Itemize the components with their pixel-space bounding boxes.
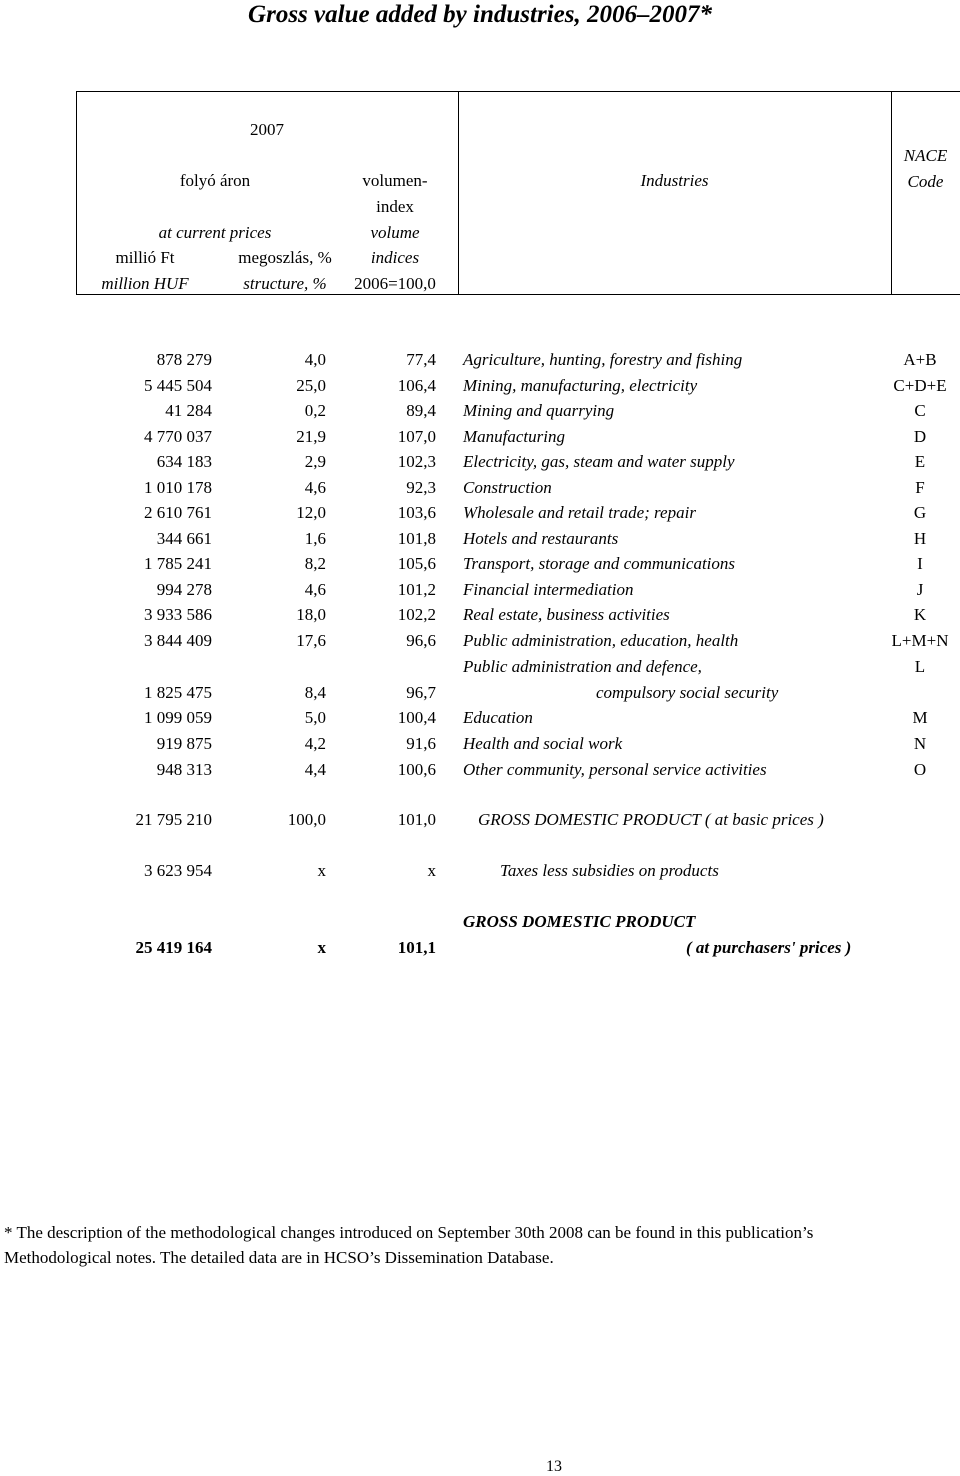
row-nace-code: G [913,503,927,522]
row-nace-code: E [914,452,926,471]
row-index: 77,4 [406,350,436,369]
industry-public-admin-line2: compulsory social security [596,683,779,702]
row-index: 102,3 [397,452,436,471]
row-nace-code: N [913,734,927,753]
row-value: 919 875 [156,734,212,753]
row-industry: Real estate, business activities [463,605,670,624]
row-index: 89,4 [406,401,436,420]
page-title: Gross value added by industries, 2006–2007* [248,1,712,28]
row-share: 12,0 [296,503,326,522]
header-volume: volume [370,223,420,242]
header-index: index [376,197,414,216]
row-value: 878 279 [156,350,212,369]
header-divider-1 [458,91,459,295]
row-industry: Hotels and restaurants [463,528,619,548]
row-share: 8,2 [304,554,326,573]
row-share: 4,6 [304,477,326,497]
header-folyo-aron: folyó áron [179,171,251,190]
row-index: 100,6 [397,760,436,779]
row-share: 4,0 [304,350,326,369]
label-gdp-purchasers-line2: ( at purchasers' prices ) [686,938,852,957]
code-public-admin: L [914,657,926,676]
share-taxes: x [317,861,326,880]
share-gdp-purchasers: x [317,938,326,957]
header-megoszlas: megoszlás, % [238,248,332,267]
row-share: 4,6 [304,579,326,599]
row-share: 0,2 [304,401,326,420]
row-nace-code: K [913,605,927,624]
index-public-admin: 96,7 [406,683,436,702]
row-nace-code: L+M+N [891,630,949,650]
footnote-line2: Methodological notes. The detailed data are in HCSO’s Dissemination Database. [4,1248,554,1267]
row-industry: Transport, storage and communications [463,554,736,573]
row-value: 4 770 037 [144,426,212,446]
row-industry: Public administration, education, health [463,630,739,650]
page-number: 13 [546,1458,562,1475]
header-bottom-border [76,294,960,295]
row-nace-code: A+B [903,350,937,369]
row-nace-code: C [914,401,926,420]
row-industry: Agriculture, hunting, forestry and fishing [463,350,743,369]
industry-public-admin-line1: Public administration and defence, [463,657,702,676]
row-value: 5 445 504 [144,375,212,395]
row-value: 634 183 [156,452,212,471]
row-value: 1 010 178 [144,477,212,497]
header-structure: structure, % [243,274,327,293]
row-value: 41 284 [165,401,212,420]
header-at-current-prices: at current prices [158,223,272,242]
row-nace-code: J [916,579,924,599]
row-index: 103,6 [397,503,436,522]
footnote-line1: * The description of the methodological changes introduced on September 30th 2008 can be found in this publication’s [4,1223,814,1242]
index-gdp-purchasers: 101,1 [397,938,436,957]
share-gdp-basic: 100,0 [287,810,326,829]
row-share: 4,4 [304,760,326,779]
row-value: 3 844 409 [144,630,212,650]
row-nace-code: F [915,477,925,497]
row-share: 18,0 [296,605,326,624]
row-nace-code: M [912,708,928,727]
row-nace-code: D [913,426,927,446]
row-share: 25,0 [296,375,326,395]
row-industry: Wholesale and retail trade; repair [463,503,696,522]
value-taxes: 3 623 954 [144,861,212,880]
row-index: 106,4 [397,375,436,395]
row-value: 1 785 241 [144,554,212,573]
value-gdp-purchasers: 25 419 164 [135,938,212,957]
row-index: 102,2 [397,605,436,624]
row-industry: Financial intermediation [463,579,634,599]
row-index: 101,8 [397,528,436,548]
row-index: 91,6 [406,734,436,753]
row-index: 100,4 [397,708,436,727]
row-industry: Electricity, gas, steam and water supply [463,452,735,471]
header-indices: indices [370,248,420,267]
label-taxes: Taxes less subsidies on products [500,861,719,880]
row-industry: Construction [463,477,552,497]
header-volumen: volumen- [362,171,428,190]
row-index: 105,6 [397,554,436,573]
row-share: 17,6 [296,630,326,650]
header-code: Code [907,172,944,191]
header-year: 2007 [250,120,284,139]
row-share: 5,0 [304,708,326,727]
row-share: 4,2 [304,734,326,753]
header-industries: Industries [640,171,709,190]
row-industry: Manufacturing [463,426,565,446]
row-value: 344 661 [156,528,212,548]
row-value: 994 278 [156,579,212,599]
row-index: 96,6 [406,630,436,650]
row-industry: Mining and quarrying [463,401,615,420]
header-millio-ft: millió Ft [115,248,175,267]
row-value: 2 610 761 [144,503,212,522]
value-gdp-basic: 21 795 210 [135,810,212,829]
header-million-huf: million HUF [101,274,189,293]
row-nace-code: I [917,554,923,573]
row-industry: Health and social work [463,734,623,753]
label-gdp-basic: GROSS DOMESTIC PRODUCT ( at basic prices ) [478,810,824,829]
row-nace-code: O [913,760,927,779]
row-share: 1,6 [304,528,326,548]
value-public-admin: 1 825 475 [144,683,212,702]
row-industry: Education [463,708,533,727]
row-industry: Other community, personal service activities [463,760,767,779]
row-index: 92,3 [406,477,436,497]
row-nace-code: H [913,528,927,548]
header-nace: NACE [903,146,948,165]
row-index: 107,0 [397,426,436,446]
index-gdp-basic: 101,0 [397,810,436,829]
header-base-year: 2006=100,0 [354,274,436,293]
row-industry: Mining, manufacturing, electricity [463,375,698,395]
row-share: 2,9 [304,452,326,471]
row-index: 101,2 [397,579,436,599]
row-value: 3 933 586 [144,605,212,624]
row-value: 1 099 059 [144,708,212,727]
label-gdp-purchasers-line1: GROSS DOMESTIC PRODUCT [463,912,696,931]
row-value: 948 313 [156,760,212,779]
index-taxes: x [427,861,436,880]
row-nace-code: C+D+E [893,375,947,395]
share-public-admin: 8,4 [304,683,326,702]
header-top-border [76,91,960,92]
header-divider-2 [891,91,892,295]
row-share: 21,9 [296,426,326,446]
